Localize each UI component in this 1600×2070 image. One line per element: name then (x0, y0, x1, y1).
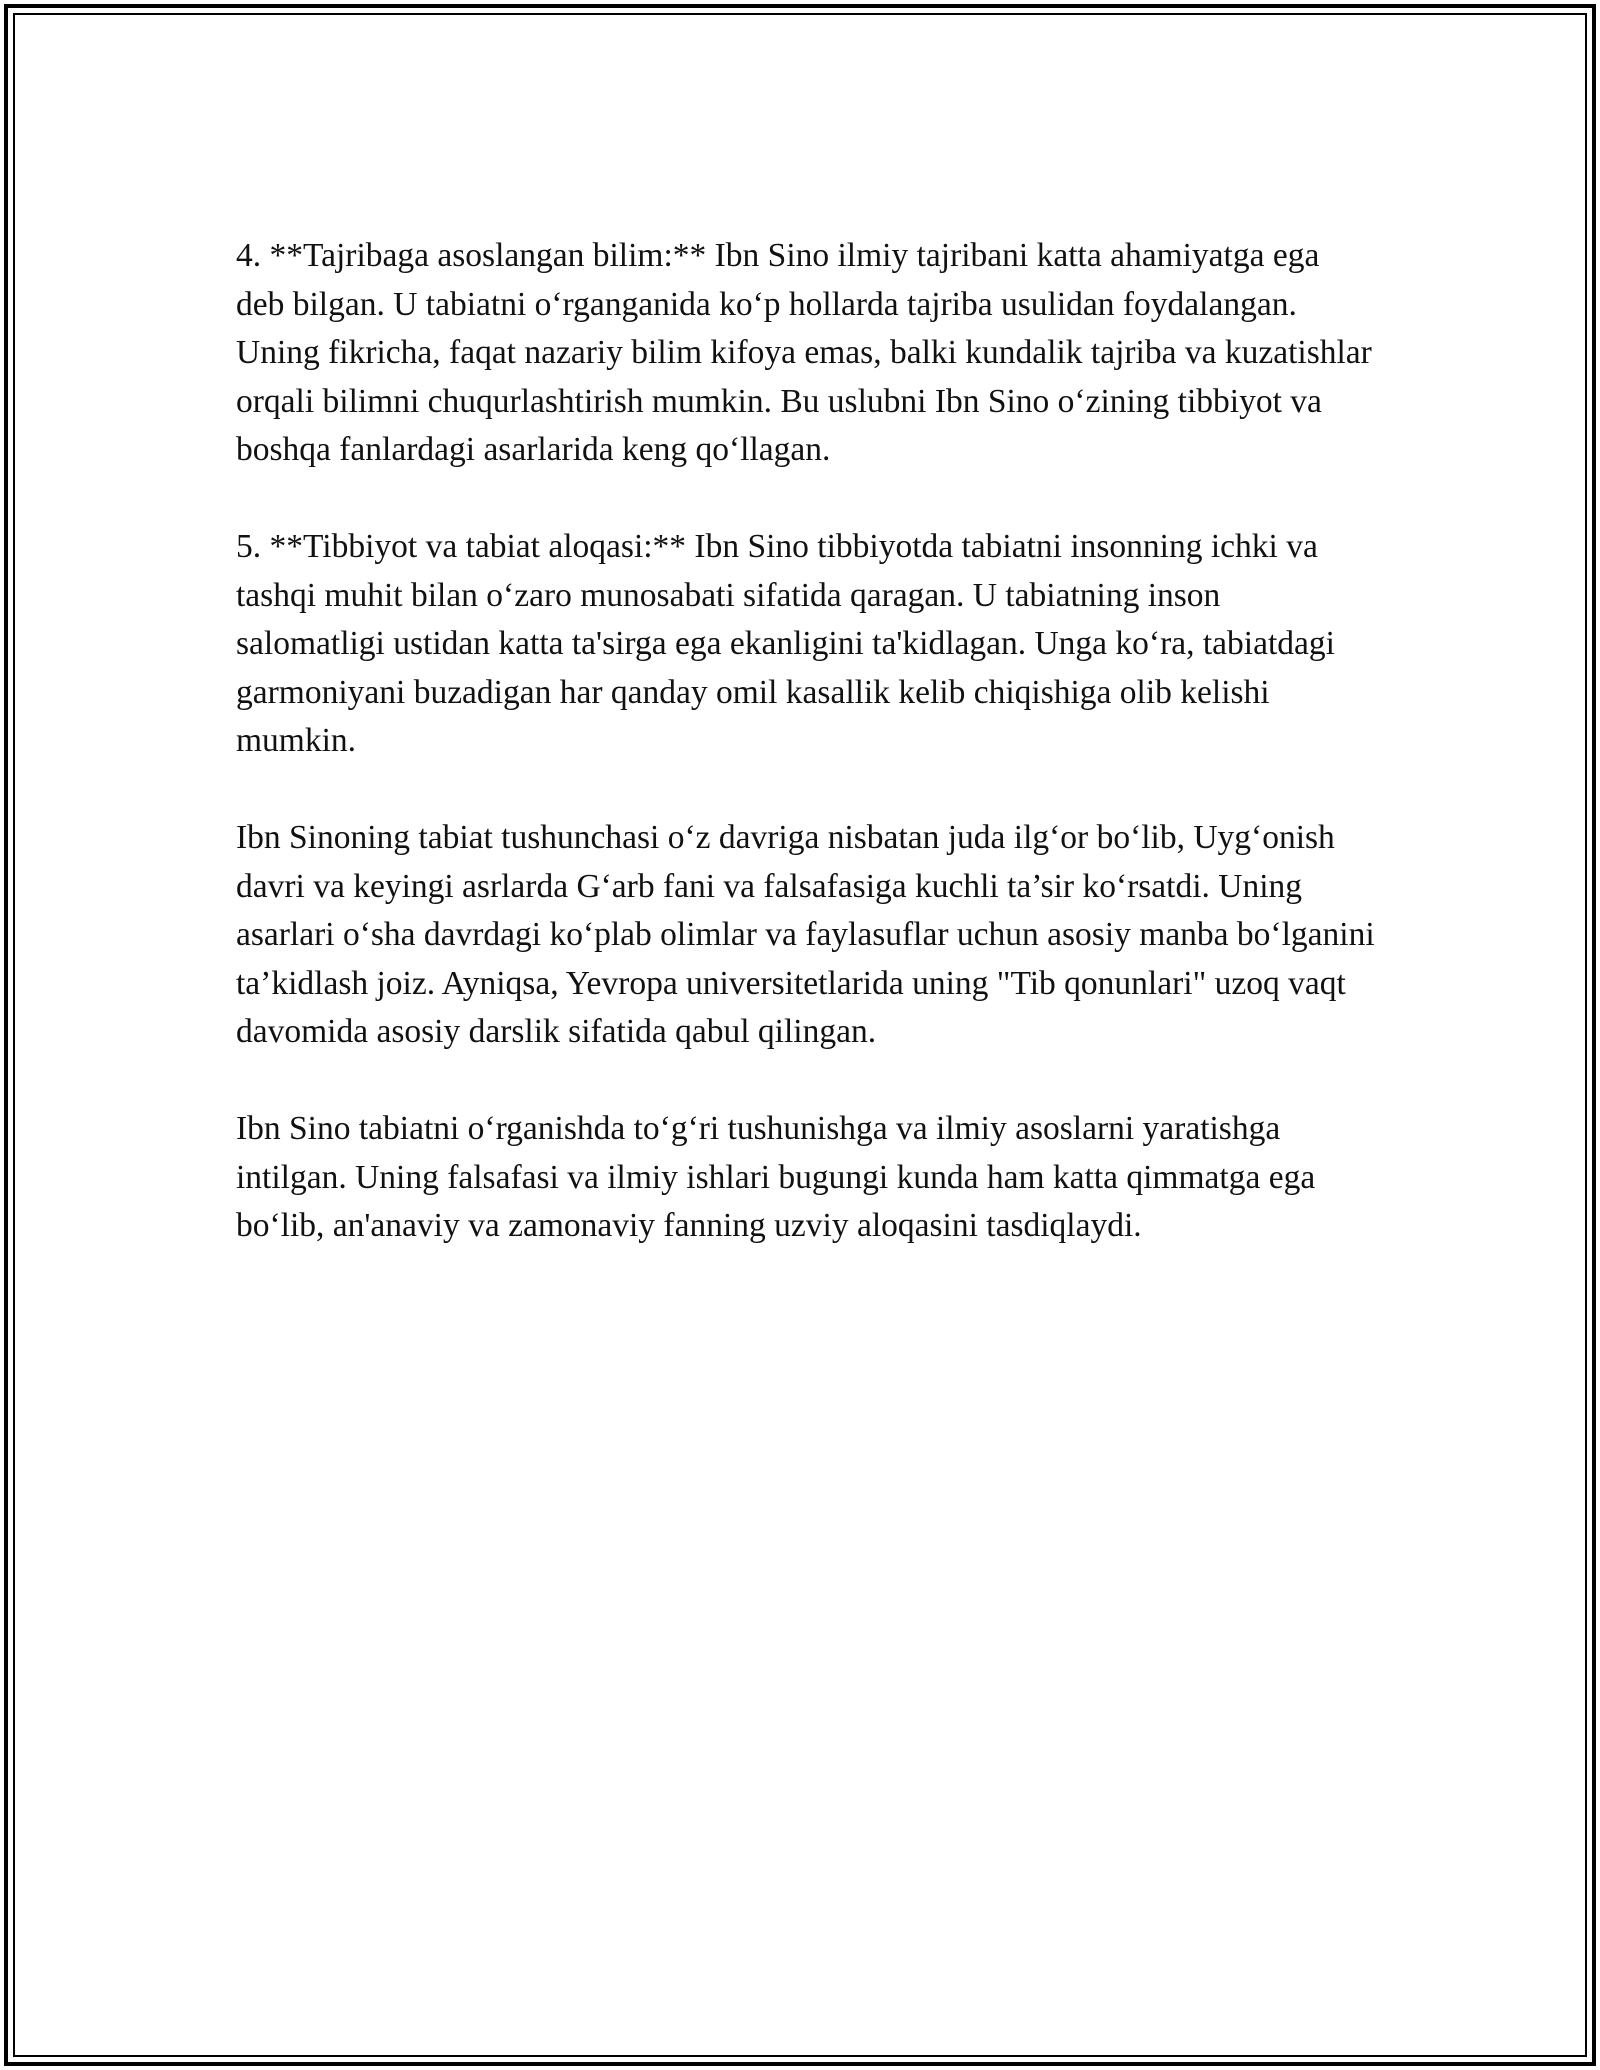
paragraph-conclusion: Ibn Sino tabiatni o‘rganishda to‘g‘ri tushunishga va ilmiy asoslarni yaratishga intilgan. Uning falsafasi va ilmiy ishlari bugungi kunda ham katta qimmatga ega bo‘lib, an'anaviy va zamonaviy fanning uzviy aloqasini tasdiqlaydi. (236, 1110, 1316, 1244)
paragraph-medicine-nature: 5. **Tibbiyot va tabiat aloqasi:** Ibn Sino tibbiyotda tabiatni insonning ichki va tashqi muhit bilan o‘zaro munosabati sifatida qaragan. U tabiatning inson salomatligi ustidan katta ta'sirga ega ekanligini ta'kidlagan. Unga ko‘ra, tabiatdagi garmoniyani buzadigan har qanday omil kasallik kelib chiqishiga olib kelishi mumkin. (236, 528, 1335, 759)
paragraph-experiential-knowledge: 4. **Tajribaga asoslangan bilim:** Ibn Sino ilmiy tajribani katta ahamiyatga ega deb bilgan. U tabiatni o‘rganganida ko‘p hollarda tajriba usulidan foydalangan. Uning fikricha, faqat nazariy bilim kifoya emas, balki kundalik tajriba va kuzatishlar orqali bilimni chuqurlashtirish mumkin. Bu uslubni Ibn Sino o‘zining tibbiyot va boshqa fanlardagi asarlarida keng qo‘llagan. (236, 237, 1372, 468)
document-body (236, 232, 1376, 1299)
paragraph-influence: Ibn Sinoning tabiat tushunchasi o‘z davriga nisbatan juda ilg‘or bo‘lib, Uyg‘onish davri va keyingi asrlarda G‘arb fani va falsafasiga kuchli ta’sir ko‘rsatdi. Uning asarlari o‘sha davrdagi ko‘plab olimlar va faylasuflar uchun asosiy manba bo‘lganini ta’kidlash joiz. Ayniqsa, Yevropa universitetlarida uning "Tib qonunlari" uzoq vaqt davomida asosiy darslik sifatida qabul qilingan. (236, 819, 1375, 1050)
